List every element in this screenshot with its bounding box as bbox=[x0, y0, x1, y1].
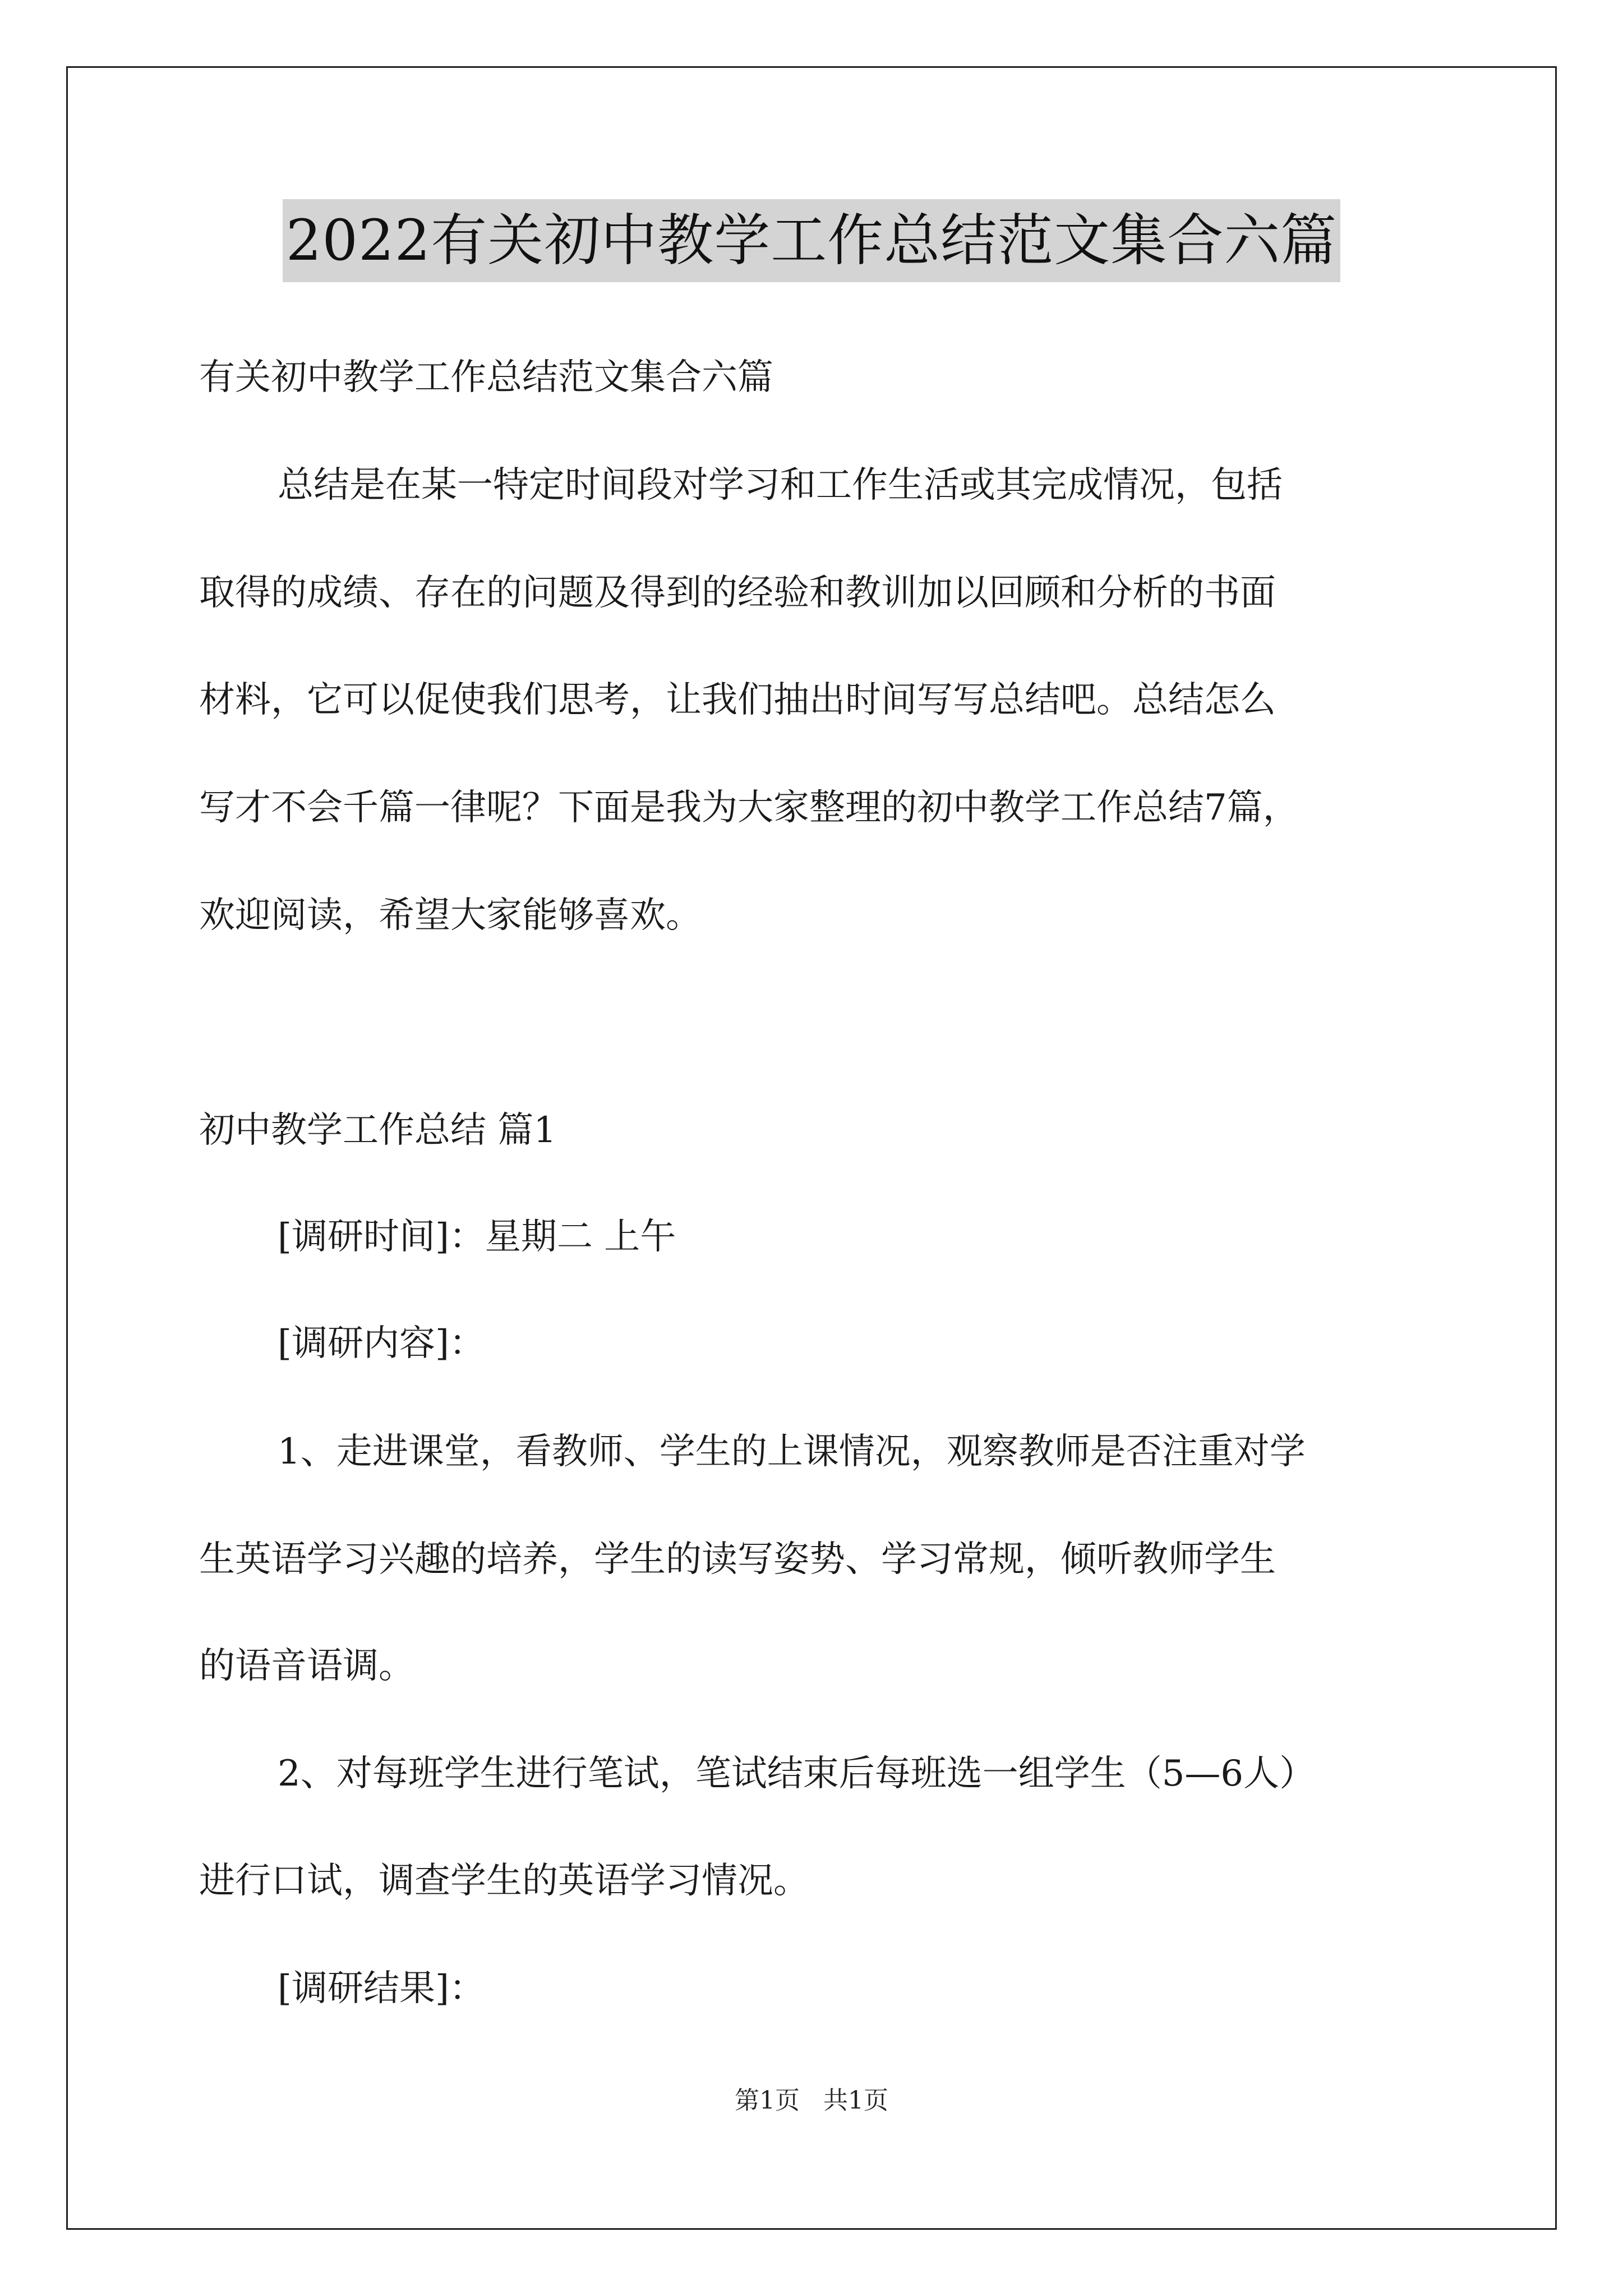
page-footer bbox=[0, 2084, 1623, 2118]
survey-time: [调研时间]：星期二 上午 bbox=[278, 1216, 676, 1258]
document-title: 2022有关初中教学工作总结范文集合六篇 bbox=[283, 199, 1341, 282]
intro-line-3: 材料，它可以促使我们思考，让我们抽出时间写写总结吧。总结怎么 bbox=[199, 679, 1276, 721]
intro-line-4: 写才不会千篇一律呢？下面是我为大家整理的初中教学工作总结7篇， bbox=[199, 787, 1299, 829]
intro-line-5: 欢迎阅读，希望大家能够喜欢。 bbox=[199, 895, 702, 936]
intro-line-1: 总结是在某一特定时间段对学习和工作生活或其完成情况，包括 bbox=[278, 464, 1283, 506]
page-total: 共1页 bbox=[823, 2086, 888, 2115]
survey-content-label: [调研内容]： bbox=[278, 1323, 485, 1364]
document-subtitle: 有关初中教学工作总结范文集合六篇 bbox=[199, 357, 773, 398]
item1-line-1: 1、走进课堂，看教师、学生的上课情况，观察教师是否注重对学 bbox=[278, 1431, 1306, 1473]
section-heading: 初中教学工作总结 篇1 bbox=[199, 1110, 557, 1151]
item2-line-1: 2、对每班学生进行笔试，笔试结束后每班选一组学生（5—6人） bbox=[278, 1753, 1316, 1795]
page-current: 第1页 bbox=[735, 2086, 800, 2115]
survey-result-label: [调研结果]： bbox=[278, 1968, 485, 2009]
intro-line-2: 取得的成绩、存在的问题及得到的经验和教训加以回顾和分析的书面 bbox=[199, 572, 1276, 614]
item2-line-2: 进行口试，调查学生的英语学习情况。 bbox=[199, 1860, 809, 1902]
item1-line-3: 的语音语调。 bbox=[199, 1645, 414, 1687]
title-container bbox=[0, 199, 1623, 282]
item1-line-2: 生英语学习兴趣的培养，学生的读写姿势、学习常规，倾听教师学生 bbox=[199, 1539, 1276, 1580]
